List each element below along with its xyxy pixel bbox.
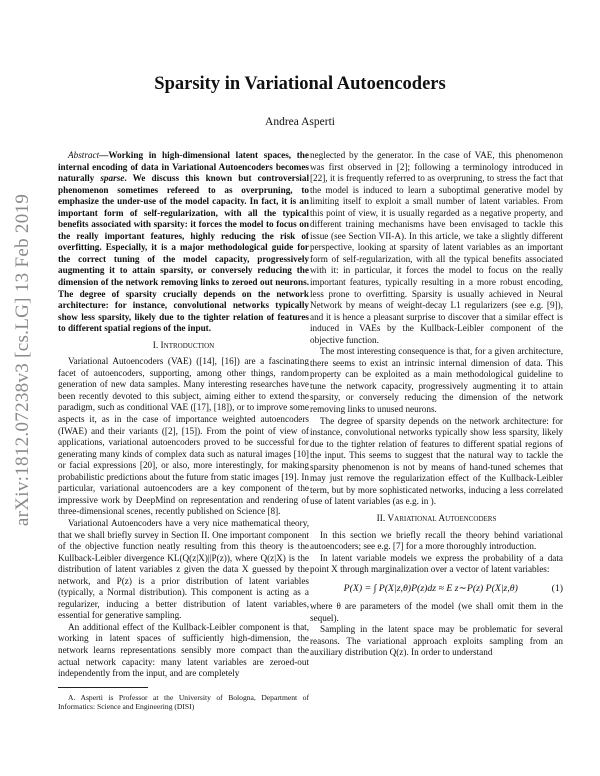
paragraph: An additional effect of the Kullback-Leibler component is that, working in latent spaces of sufficiently high-dimension, the network learns representations sensibly more compact than the actual network capacity: many latent variables are zeroed-out independently from the input, and are completely bbox=[58, 621, 309, 679]
abstract-lead: Abstract bbox=[68, 150, 100, 160]
paragraph: Variational Autoencoders have a very nice mathematical theory, that we shall briefly survey in Section II. One important component of the objective function neatly resulting from this theory is the Kullback-Leibler divergence KL(Q(z|X)||P(z)), where Q(z|X) is the distribution of latent variables z given the data X guessed by the network, and P(z) is a prior distribution of latent variables (typically, a Normal distribution). This component is acting as a regularizer, inducing a better distribution of latent variables, essential for generative sampling. bbox=[58, 517, 309, 621]
paper-title: Sparsity in Variational Autoencoders bbox=[154, 74, 446, 94]
footnote: A. Asperti is Professor at the University of Bologna, Department of Informatics: Science and Engineering (DISI) bbox=[58, 692, 309, 711]
equation-number: (1) bbox=[551, 582, 563, 594]
right-column bbox=[310, 150, 563, 659]
left-column bbox=[58, 150, 309, 711]
abstract-text-a: Working in high-dimensional latent spaces, the internal encoding of data in Variational Autoencoders becomes naturally bbox=[58, 150, 309, 184]
abstract-dash: — bbox=[99, 150, 109, 160]
paragraph: In this section we briefly recall the theory behind variational autoencoders; see e.g. [7] for a more thoroughly introduction. bbox=[310, 529, 563, 552]
equation-body: P(X) = ∫ P(X|z,θ)P(z)dz ≈ E z∼P(z) P(X|z,θ) bbox=[343, 582, 518, 594]
section-heading-variational-autoencoders: II. Variational Autoencoders bbox=[376, 513, 497, 524]
paragraph: The most interesting consequence is that, for a given architecture, there seems to exist an intrinsic internal dimension of data. This property can be exploited as a main methodological guideline to tune the network capacity, progressively augmenting it to attain sparsity, or conversely reducing the dimension of the network removing links to unused neurons. bbox=[310, 346, 563, 415]
abstract bbox=[58, 150, 309, 335]
paragraph: neglected by the generator. In the case of VAE, this phenomenon was first observed in [2]; following a terminology introduced in [22], it is frequently referred to as overpruning, to stress the fact that the model is induced to learn a suboptimal generative model by limiting itself to exploit a small number of latent variables. From this point of view, it is usually regarded as a negative property, and different training mechanisms have been envisaged to tackle this issue (see Section VII-A). In this article, we take a slightly different perspective, looking at sparsity of latent variables as an important form of self-regularization, with all the typical benefits associated with it: in particular, it forces the model to focus on the really important features, typically resulting in a more robust encoding, less prone to overfitting. Sparsity is usually achieved in Neural Network by means of weight-decay L1 regularizers (see e.g. [9]), and it is hence a pleasant surprise to discover that a similar effect is induced in VAEs by the Kullback-Leibler component of the objective function. bbox=[310, 150, 563, 345]
footnote-rule bbox=[58, 687, 148, 688]
paragraph: In latent variable models we express the probability of a data point X through marginalization over a vector of latent variables: bbox=[310, 552, 563, 575]
paper-author: Andrea Asperti bbox=[265, 116, 335, 128]
paragraph: The degree of sparsity depends on the network architecture: for instance, convolutional networks typically show less sparsity, likely due to the tighter relation of features to different spatial regions of the input. This seems to suggest that the natural way to tackle the sparsity phenomenon is not by means of hand-tuned schemes that may just remove the regularization effect of the Kullback-Leibler term, but by more sophisticated networks, inducing a less correlated use of latent variables (as e.g. in ). bbox=[310, 415, 563, 507]
arxiv-stamp-text: arXiv:1812.07238v3 [cs.LG] 13 Feb 2019 bbox=[12, 193, 33, 527]
section-heading-introduction: I. Introduction bbox=[152, 340, 215, 351]
paragraph: where θ are parameters of the model (we shall omit them in the sequel). bbox=[310, 601, 563, 623]
abstract-emphasis: sparse bbox=[100, 173, 125, 184]
arxiv-stamp bbox=[8, 150, 38, 570]
paragraph: Variational Autoencoders (VAE) ([14], [16]) are a fascinating facet of autoencoders, supporting, among other things, random generation of new data samples. Many interesting researches have been recently devoted to this subject, aiming either to extend the paradigm, such as conditional VAE ([17], [18]), or to improve some aspects it, as in the case of importance weighted autoencoders (IWAE) and their variants ([2], [15]). From the point of view of applications, variational autoencoders proved to be successful for generating many kinds of complex data such as natural images [10] or facial expressions [20], or also, more interestingly, for making probabilistic predictions about the future from static images [19]. In particular, variational autoencoders are a key component of the impressive work by DeepMind on representation and rendering of three-dimensional scenes, recently published on Science [8]. bbox=[58, 356, 309, 517]
abstract-text-b: . We discuss this known but controversial phenomenon sometimes refereed to as overpruning, to emphasize the under-use of the model capacity. In fact, it is an important form of self-regularization, with all the typical benefits associated with sparsity: it forces the model to focus on the really important features, highly reducing the risk of overfitting. Especially, it is a major methodological guide for the correct tuning of the model capacity, progressively augmenting it to attain sparsity, or conversely reducing the dimension of the network removing links to zeroed out neurons. The degree of sparsity crucially depends on the network architecture: for instance, convolutional networks typically show less sparsity, likely due to the tighter relation of features to different spatial regions of the input. bbox=[58, 173, 309, 334]
paragraph: Sampling in the latent space may be problematic for several reasons. The variational approach exploits sampling from an auxiliary distribution Q(z). In order to understand bbox=[310, 624, 563, 658]
equation-1 bbox=[310, 583, 563, 595]
